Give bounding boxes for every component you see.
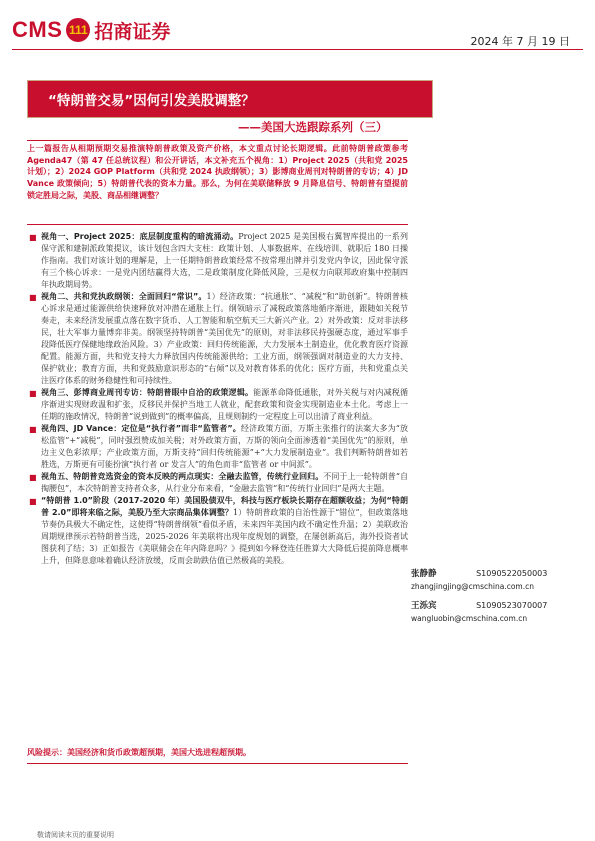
analyst-row xyxy=(411,597,581,612)
view-item xyxy=(27,423,408,471)
report-date: 2024 年 7 月 19 日 xyxy=(470,35,570,48)
view-heading: 视角四、JD Vance：定位是“执行者”而非“监管者”。 xyxy=(41,424,241,433)
report-subtitle: ——美国大选跟踪系列（三） xyxy=(238,120,388,134)
view-heading: 视角三、彭博商业周刊专访：特朗普眼中自洽的政策逻辑。 xyxy=(41,388,254,397)
bullet-icon: ■ xyxy=(29,425,37,434)
analyst-email[interactable]: wangluobin@cmschina.com.cn xyxy=(411,614,528,623)
view-item xyxy=(27,471,408,495)
view-body: 1）特朗普政策的自治性源于“错位”，但政策落地节奏仍具极大不确定性，这使得“特朗普纲领”看似矛盾，未来四年美国内政不确定性升温；2）美联政治周期规律预示若特朗普当选，2025-2026 年美联将出现年度规划的调整，在屡创新高后，海外投资者试图获利了结；3）正如报告《美联储会在年内降息吗？》提到如今释登连任胜算大大降低后提前降息概率上升，但降息意味着确认经济放缓，反而会助跌估值已然极高的美股。 xyxy=(41,508,408,565)
view-item xyxy=(27,495,408,567)
view-body: 经济政策方面，万斯主张推行的法案大多为“放松监管”+“减税”，同时强烈赞成加关税；对外政策方面，万斯的领向全面渗透着“美国优先”的原则，单边主义色彩浓厚；产业政策方面，万斯支持“回归传统能源”+“大力发展制造业”。我们判断特朗普如若胜选，万斯更有可能扮演“执行者 or 发言人”的角色而非“监管者 or 中间派”。 xyxy=(41,424,408,469)
view-list xyxy=(27,231,408,567)
footer-disclaimer: 敬请阅读末页的重要说明 xyxy=(37,831,114,839)
risk-warning: 风险提示：美国经济和货币政策超预期，美国大选进程超预期。 xyxy=(27,748,251,757)
analyst-panel xyxy=(411,565,581,629)
view-heading: 视角一、Project 2025：底层制度重构的暗流涌动。 xyxy=(41,232,239,241)
report-title: “特朗普交易”因何引发美股调整？ xyxy=(48,93,255,109)
view-item xyxy=(27,291,408,387)
view-body: 1）经济政策：“抗通胀”、“减税”和“助创新”。特朗普核心诉求是通过能源供给快速释放对冲潜在通胀上行。纲领暗示了减税政策落地循序渐进，跟随如关税节奏走，未来经济发展重点落在数字货币、人工智能和航空航天三大新兴产业。2）对外政策：反对非法移民，壮大军事力量博弈非美。纲领坚持特朗普“美国优先”的原则，对非法移民持强硬态度，通过军事手段降低医疗保健地缘政治风险。3）产业政策：回归传统能源，大力发展本土制造业，优化教育医疗资源配置。能源方面，共和党支持大力释放国内传统能源供给；工业方面，纲领强调对制造业的大力支持、保护就业；教育方面，共和党鼓励意识形态的“右倾”以及对教育体系的优化；医疗方面，共和党重点关注医疗体系的财务稳健性和可持续性。 xyxy=(41,292,408,385)
view-heading: 视角五、特朗普竞选资金的资本反映的两点现实：全融去监管，传统行业回归。 xyxy=(41,472,324,481)
analyst-name: 王泺宾 xyxy=(411,601,437,611)
analyst-row xyxy=(411,565,581,580)
summary-top-rule xyxy=(27,140,408,141)
summary-bottom-rule xyxy=(27,224,408,225)
cms-logo xyxy=(12,14,170,46)
header-divider xyxy=(12,49,583,50)
risk-divider xyxy=(27,763,408,764)
logo-badge: 111 xyxy=(66,18,90,42)
analyst-license-id: S1090523070007 xyxy=(476,601,548,610)
analyst-license-id: S1090522050003 xyxy=(476,569,548,578)
report-summary: 上一篇报告从相期预期交易推演特朗普政策及资产价格，本文重点讨论长期逻辑。此前特朗普政策参考 Agenda47（第 47 任总统议程）和公开讲话，本文补充五个视角：1）Project 2025（共和党 2025 计划）；2）2024 GOP Platform（共和党 2024 执政纲领）；3）影博商业周刊对特朗普的专访；4）JD Vance 政策倾向；5）特朗普代表的资本力量。那么，为何在美联储释放 9 月降息信号、特朗普有望提前锁定胜局之际，美股、商品相继调整？ xyxy=(27,144,408,200)
view-heading: “特朗普 1.0”阶段（2017-2020 年）美国股债双牛，科技与医疗板块长期存在超额收益；为何“特朗普 2.0”即将来临之际，美股乃至大宗商品集体调整？ xyxy=(41,496,408,517)
bullet-icon: ■ xyxy=(29,389,37,398)
view-item xyxy=(27,231,408,291)
analyst-email[interactable]: zhangjingjing@cmschina.com.cn xyxy=(411,582,534,591)
bullet-icon: ■ xyxy=(29,293,37,302)
logo-cms-text: CMS xyxy=(12,17,63,42)
view-body: Project 2025 是美国极右翼智库提出的一系列保守派和建制派政策提议，该计划包含四大支柱：政策计划、人事数据库、在线培训、就职后 180 日操作指南。我们对该计划的理解是，上一任期特朗普政策经常不按常理出牌并引发党内争议，因此保守派有三个核心诉求：一是党内团结赢得大选，二是政策制度化降低风险，三是权力向联邦政府集中控制四年执政期局势。 xyxy=(41,232,408,289)
view-heading: 视角二、共和党执政纲领：全面回归“常识”。 xyxy=(41,292,207,301)
title-banner xyxy=(27,80,433,118)
bullet-icon: ■ xyxy=(29,233,37,242)
analyst-name: 张静静 xyxy=(411,569,437,579)
view-body: 能源革命降低通胀，对外关税与对内减税循序渐进实现财政温和扩张，反移民并保护当地工人就业，配套政策和资金实现制造业本土化。考虑上一任期的施政情况，特朗普“说到做到”的概率偏高，且规则制约一定程度上可以出清了商业利益。 xyxy=(41,388,409,421)
view-body: 不同于上一轮特朗普“自掏腰包”，本次特朗普支持者众多，从行业分布来看，“金融去监管”和“传统行业回归”是两大主题。 xyxy=(41,472,409,493)
logo-chinese-name: 招商证券 xyxy=(94,20,171,43)
bullet-icon: ■ xyxy=(29,473,37,482)
bullet-icon: ■ xyxy=(29,497,37,506)
view-item xyxy=(27,387,408,423)
